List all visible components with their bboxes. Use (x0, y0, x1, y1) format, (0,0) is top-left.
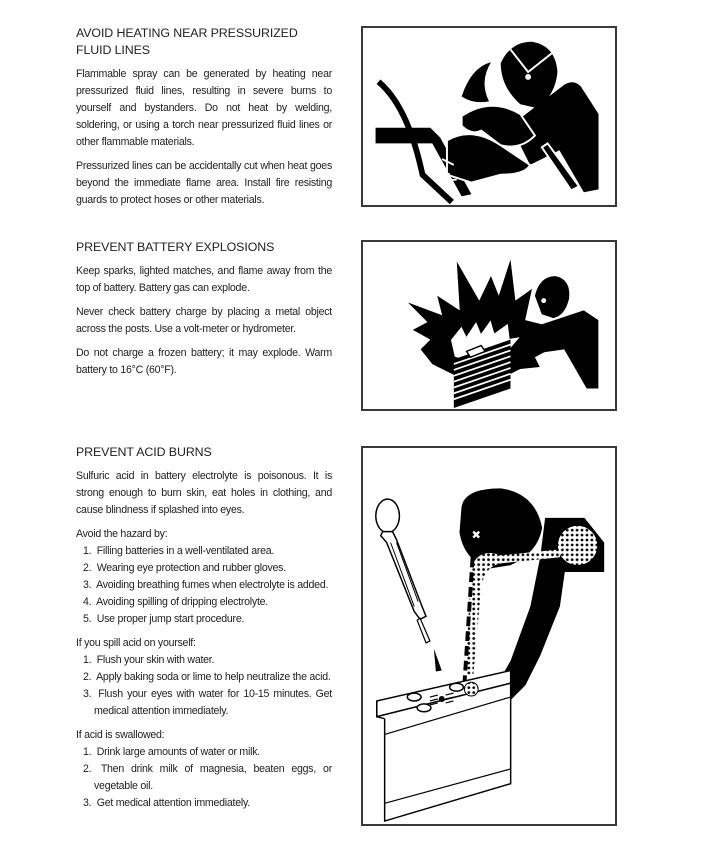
hazard-avoidance-list (76, 543, 332, 628)
paragraph: Sulfuric acid in battery electrolyte is poisonous. It is strong enough to burn skin, eat holes in clothing, and cause blindness if splashed into eyes. (76, 470, 332, 516)
section-heading: AVOID HEATING NEAR PRESSURIZED FLUID LINES (76, 26, 298, 57)
list-item: 2. Wearing eye protection and rubber gloves. (83, 562, 286, 574)
list-lead: If you spill acid on yourself: (76, 637, 196, 649)
paragraph: Do not charge a frozen battery; it may explode. Warm battery to 16°C (60°F). (76, 347, 332, 376)
battery-icon (377, 670, 511, 821)
paragraph: Keep sparks, lighted matches, and flame away from the top of battery. Battery gas can explode. (76, 265, 332, 294)
section-battery-explosions (76, 239, 332, 386)
list-lead: If acid is swallowed: (76, 729, 165, 741)
acid-spill-list (76, 652, 332, 720)
section-heading: PREVENT BATTERY EXPLOSIONS (76, 240, 275, 254)
section-acid-burns (76, 444, 332, 819)
section-fluid-lines (76, 25, 332, 216)
paragraph: Flammable spray can be generated by heating near pressurized fluid lines, resulting in severe burns to yourself and bystanders. Do not heat by welding, soldering, or using a torch near pressurized fluid lines or other flammable materials. (76, 68, 332, 148)
acid-swallowed-list (76, 744, 332, 812)
list-item: 1. Filling batteries in a well-ventilated area. (83, 545, 275, 557)
welder-icon (363, 28, 615, 205)
list-item: 5. Use proper jump start procedure. (83, 613, 245, 625)
list-item: 3. Flush your eyes with water for 10-15 minutes. Get medical attention immediately. (83, 688, 332, 717)
list-item: 2. Then drink milk of magnesia, beaten eggs, or vegetable oil. (83, 763, 332, 792)
paragraph: Never check battery charge by placing a metal object across the posts. Use a volt-meter or hydrometer. (76, 306, 332, 335)
section-heading: PREVENT ACID BURNS (76, 445, 212, 459)
paragraph: Pressurized lines can be accidentally cut when heat goes beyond the immediate flame area. Install fire resisting guards to protect hoses or other materials. (76, 160, 332, 206)
list-item: 2. Apply baking soda or lime to help neutralize the acid. (83, 671, 331, 683)
list-item: 1. Flush your skin with water. (83, 654, 215, 666)
list-item: 3. Avoiding breathing fumes when electrolyte is added. (83, 579, 329, 591)
list-item: 3. Get medical attention immediately. (83, 797, 250, 809)
list-item: 4. Avoiding spilling of dripping electrolyte. (83, 596, 268, 608)
welder-near-fluid-lines-illustration (361, 26, 617, 207)
list-item: 1. Drink large amounts of water or milk. (83, 746, 260, 758)
acid-burn-battery-illustration (361, 446, 617, 826)
battery-explosion-illustration (361, 240, 617, 411)
acid-battery-icon (363, 448, 615, 824)
hydrometer-icon (376, 499, 452, 708)
explosion-icon (363, 242, 615, 409)
list-lead: Avoid the hazard by: (76, 528, 168, 540)
